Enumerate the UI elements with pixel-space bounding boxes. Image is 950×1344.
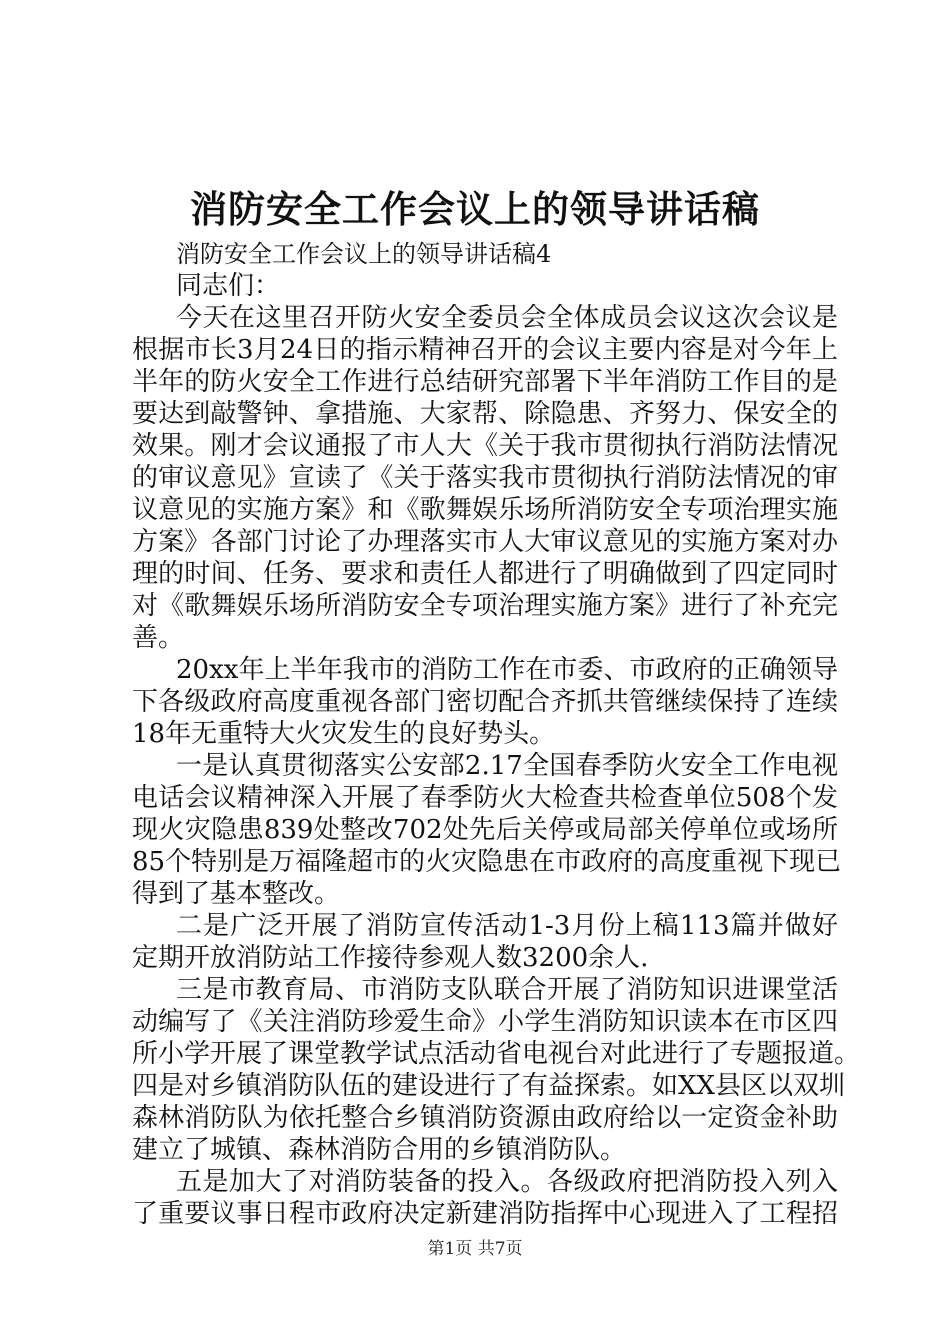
paragraph-line: 建立了城镇、森林消防合用的乡镇消防队。: [132, 1135, 627, 1165]
paragraph-line: 根据市长3月24日的指示精神召开的会议主要内容是对今年上: [132, 335, 838, 365]
paragraph-line: 效果。刚才会议通报了市人大《关于我市贯彻执行消防法情况: [132, 431, 838, 461]
paragraph-line: 今天在这里召开防火安全委员会全体成员会议这次会议是: [176, 303, 838, 333]
document-title: 消防安全工作会议上的领导讲话稿: [190, 187, 760, 231]
paragraph-line: 电话会议精神深入开展了春季防火大检查共检查单位508个发: [132, 783, 838, 813]
subtitle-line: 消防安全工作会议上的领导讲话稿4: [176, 240, 552, 268]
paragraph-line: 对《歌舞娱乐场所消防安全专项治理实施方案》进行了补充完: [132, 591, 838, 621]
paragraph-line: 20xx年上半年我市的消防工作在市委、市政府的正确领导: [176, 655, 838, 685]
paragraph-line: 85个特别是万福隆超市的火灾隐患在市政府的高度重视下现已: [132, 847, 842, 877]
paragraph-line: 18年无重特大火灾发生的良好势头。: [132, 719, 556, 749]
paragraph-line: 得到了基本整改。: [132, 879, 341, 909]
paragraph-line: 理的时间、任务、要求和责任人都进行了明确做到了四定同时: [132, 559, 838, 589]
paragraph-line: 四是对乡镇消防队伍的建设进行了有益探索。如XX县区以双圳: [132, 1071, 846, 1101]
paragraph-line: 现火灾隐患839处整改702处先后关停或局部关停单位或场所: [132, 815, 838, 845]
paragraph-line: 二是广泛开展了消防宣传活动1-3月份上稿113篇并做好: [176, 911, 838, 941]
paragraph-line: 的审议意见》宣读了《关于落实我市贯彻执行消防法情况的审: [132, 463, 838, 493]
paragraph-line: 动编写了《关注消防珍爱生命》小学生消防知识读本在市区四: [132, 1007, 838, 1037]
paragraph-line: 森林消防队为依托整合乡镇消防资源由政府给以一定资金补助: [132, 1103, 838, 1133]
paragraph-line: 一是认真贯彻落实公安部2.17全国春季防火安全工作电视: [176, 751, 838, 781]
paragraph-line: 所小学开展了课堂教学试点活动省电视台对此进行了专题报道。: [132, 1039, 861, 1069]
paragraph-line: 半年的防火安全工作进行总结研究部署下半年消防工作目的是: [132, 367, 838, 397]
paragraph-line: 要达到敲警钟、拿措施、大家帮、除隐患、齐努力、保安全的: [132, 399, 838, 429]
page-footer: 第1页 共7页: [427, 1239, 523, 1259]
document-body: [132, 238, 861, 1230]
paragraph-line: 议意见的实施方案》和《歌舞娱乐场所消防安全专项治理实施: [132, 495, 838, 525]
paragraph-line: 了重要议事日程市政府决定新建消防指挥中心现进入了工程招: [132, 1199, 838, 1229]
paragraph-line: 五是加大了对消防装备的投入。各级政府把消防投入列入: [176, 1167, 838, 1197]
paragraph-line: 定期开放消防站工作接待参观人数3200余人.: [132, 943, 649, 973]
paragraph-line: 善。: [132, 623, 185, 653]
salutation-line: 同志们：: [176, 271, 281, 301]
paragraph-line: 方案》各部门讨论了办理落实市人大审议意见的实施方案对办: [132, 527, 838, 557]
paragraph-line: 三是市教育局、市消防支队联合开展了消防知识进课堂活: [176, 975, 838, 1005]
paragraph-line: 下各级政府高度重视各部门密切配合齐抓共管继续保持了连续: [132, 687, 838, 717]
